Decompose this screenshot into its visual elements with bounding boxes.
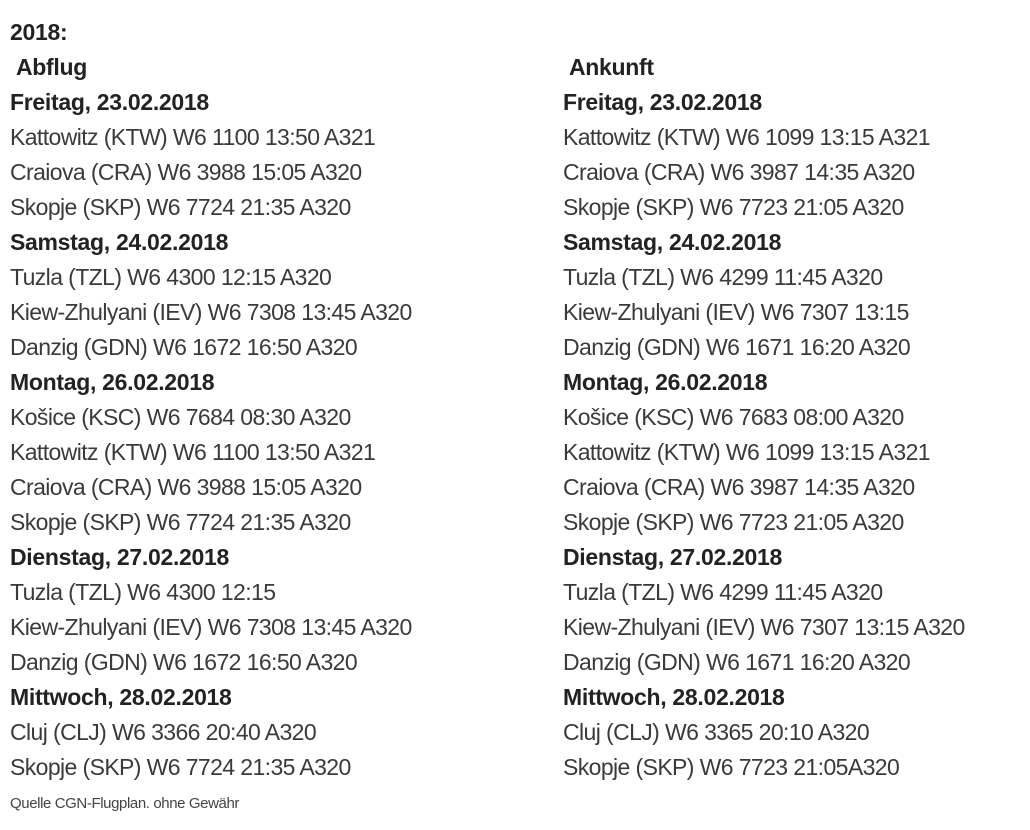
departures-heading: Abflug: [16, 54, 88, 80]
flight-schedule: [10, 15, 1020, 785]
flight-row: Kattowitz (KTW) W6 1100 13:50 A321: [10, 439, 376, 465]
flight-row: Tuzla (TZL) W6 4299 11:45 A320: [563, 579, 883, 605]
flight-row: Kattowitz (KTW) W6 1099 13:15 A321: [563, 439, 930, 465]
day-heading: Samstag, 24.02.2018: [563, 229, 782, 255]
arrivals-column: [563, 50, 1020, 785]
flight-row: Košice (KSC) W6 7684 08:30 A320: [10, 404, 351, 430]
flight-row: Craiova (CRA) W6 3988 15:05 A320: [10, 159, 362, 185]
flight-row: Danzig (GDN) W6 1671 16:20 A320: [563, 334, 911, 360]
schedule-columns: [10, 50, 1020, 785]
flight-row: Kiew-Zhulyani (IEV) W6 7308 13:45 A320: [10, 299, 412, 325]
day-heading: Montag, 26.02.2018: [563, 369, 768, 395]
flight-row: Craiova (CRA) W6 3987 14:35 A320: [563, 159, 915, 185]
flight-row: Kattowitz (KTW) W6 1100 13:50 A321: [10, 124, 376, 150]
arrivals-heading: Ankunft: [569, 54, 654, 80]
flight-row: Skopje (SKP) W6 7723 21:05 A320: [563, 509, 904, 535]
arrivals-days: [563, 85, 1020, 785]
flight-row: Cluj (CLJ) W6 3366 20:40 A320: [10, 719, 317, 745]
flight-row: Craiova (CRA) W6 3987 14:35 A320: [563, 474, 915, 500]
day-heading: Dienstag, 27.02.2018: [563, 544, 783, 570]
flight-row: Kiew-Zhulyani (IEV) W6 7308 13:45 A320: [10, 614, 412, 640]
day-heading: Mittwoch, 28.02.2018: [563, 684, 785, 710]
flight-row: Kattowitz (KTW) W6 1099 13:15 A321: [563, 124, 930, 150]
flight-row: Cluj (CLJ) W6 3365 20:10 A320: [563, 719, 870, 745]
flight-row: Kiew-Zhulyani (IEV) W6 7307 13:15: [563, 299, 909, 325]
day-heading: Montag, 26.02.2018: [10, 369, 215, 395]
day-heading: Freitag, 23.02.2018: [10, 89, 209, 115]
day-heading: Samstag, 24.02.2018: [10, 229, 229, 255]
flight-row: Danzig (GDN) W6 1671 16:20 A320: [563, 649, 911, 675]
departures-column: [10, 50, 563, 785]
flight-row: Skopje (SKP) W6 7723 21:05 A320: [563, 194, 904, 220]
day-heading: Freitag, 23.02.2018: [563, 89, 762, 115]
flight-row: Craiova (CRA) W6 3988 15:05 A320: [10, 474, 362, 500]
source-note: Quelle CGN-Flugplan. ohne Gewähr: [10, 795, 239, 812]
flight-row: Skopje (SKP) W6 7724 21:35 A320: [10, 754, 351, 780]
flight-row: Tuzla (TZL) W6 4299 11:45 A320: [563, 264, 883, 290]
day-heading: Mittwoch, 28.02.2018: [10, 684, 232, 710]
flight-row: Skopje (SKP) W6 7724 21:35 A320: [10, 194, 351, 220]
flight-row: Tuzla (TZL) W6 4300 12:15: [10, 579, 276, 605]
flight-row: Danzig (GDN) W6 1672 16:50 A320: [10, 649, 358, 675]
flight-row: Košice (KSC) W6 7683 08:00 A320: [563, 404, 904, 430]
year-heading: 2018:: [10, 19, 68, 45]
day-heading: Dienstag, 27.02.2018: [10, 544, 230, 570]
flight-row: Danzig (GDN) W6 1672 16:50 A320: [10, 334, 358, 360]
flight-row: Skopje (SKP) W6 7723 21:05A320: [563, 754, 900, 780]
flight-row: Skopje (SKP) W6 7724 21:35 A320: [10, 509, 351, 535]
flight-row: Kiew-Zhulyani (IEV) W6 7307 13:15 A320: [563, 614, 965, 640]
flight-row: Tuzla (TZL) W6 4300 12:15 A320: [10, 264, 332, 290]
departures-days: [10, 85, 563, 785]
